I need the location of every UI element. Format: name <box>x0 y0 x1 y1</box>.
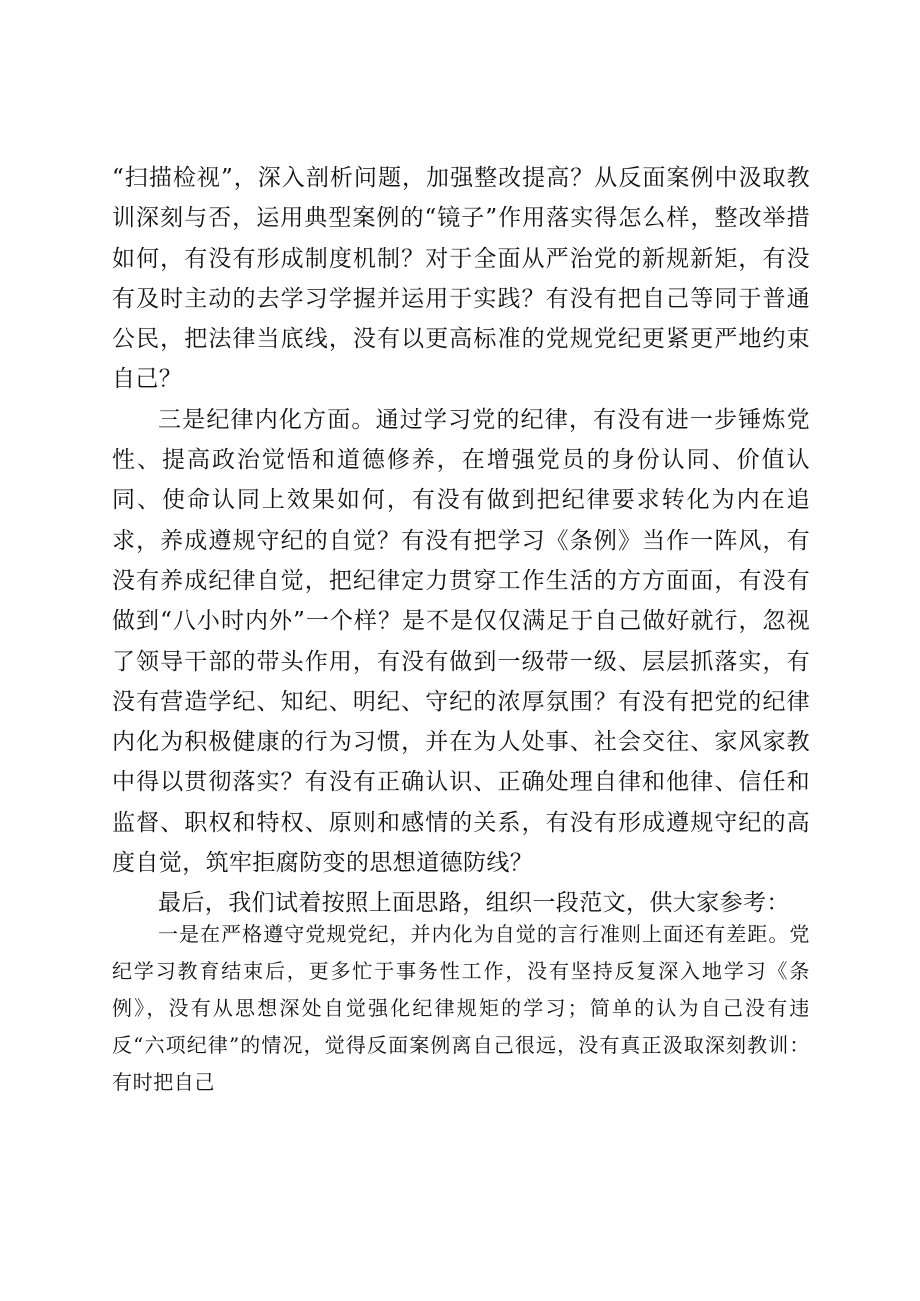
paragraph-continuation: “扫描检视”，深入剖析问题，加强整改提高？从反面案例中汲取教训深刻与否，运用典型案例的“镜子”作用落实得怎么样，整改举措如何，有没有形成制度机制？对于全面从严治党的新规新矩，有没有及时主动的去学习学握并运用于实践？有没有把自己等同于普通公民，把法律当底线，没有以更高标准的党规党纪更紧更严地约束自己？ <box>112 165 810 393</box>
document-body <box>112 158 810 924</box>
sample-text-block <box>112 916 810 1101</box>
paragraph-discipline-internalization: 三是纪律内化方面。通过学习党的纪律，有没有进一步锤炼党性、提高政治觉悟和道德修养，在增强党员的身份认同、价值认同、使命认同上效果如何，有没有做到把纪律要求转化为内在追求，养成遵规守纪的自觉？有没有把学习《条例》当作一阵风，有没有养成纪律自觉，把纪律定力贯穿工作生活的方方面面，有没有做到“八小时内外”一个样？是不是仅仅满足于自己做好就行，忽视了领导干部的带头作用，有没有做到一级带一级、层层抓落实，有没有营造学纪、知纪、明纪、守纪的浓厚氛围？有没有把党的纪律内化为积极健康的行为习惯，并在为人处事、社会交往、家风家教中得以贯彻落实？有没有正确认识、正确处理自律和他律、信任和监督、职权和特权、原则和感情的关系，有没有形成遵规守纪的高度自觉，筑牢拒腐防变的思想道德防线？ <box>112 406 810 877</box>
paragraph-sample: 一是在严格遵守党规党纪，并内化为自觉的言行准则上面还有差距。党纪学习教育结束后，更多忙于事务性工作，没有坚持反复深入地学习《条例》，没有从思想深处自觉强化纪律规矩的学习；简单的认为自己没有违反“六项纪律”的情况，觉得反面案例离自己很远，没有真正汲取深刻教训：有时把自己 <box>112 922 810 1094</box>
paragraph-sample-intro: 最后，我们试着按照上面思路，组织一段范文，供大家参考： <box>158 890 790 917</box>
